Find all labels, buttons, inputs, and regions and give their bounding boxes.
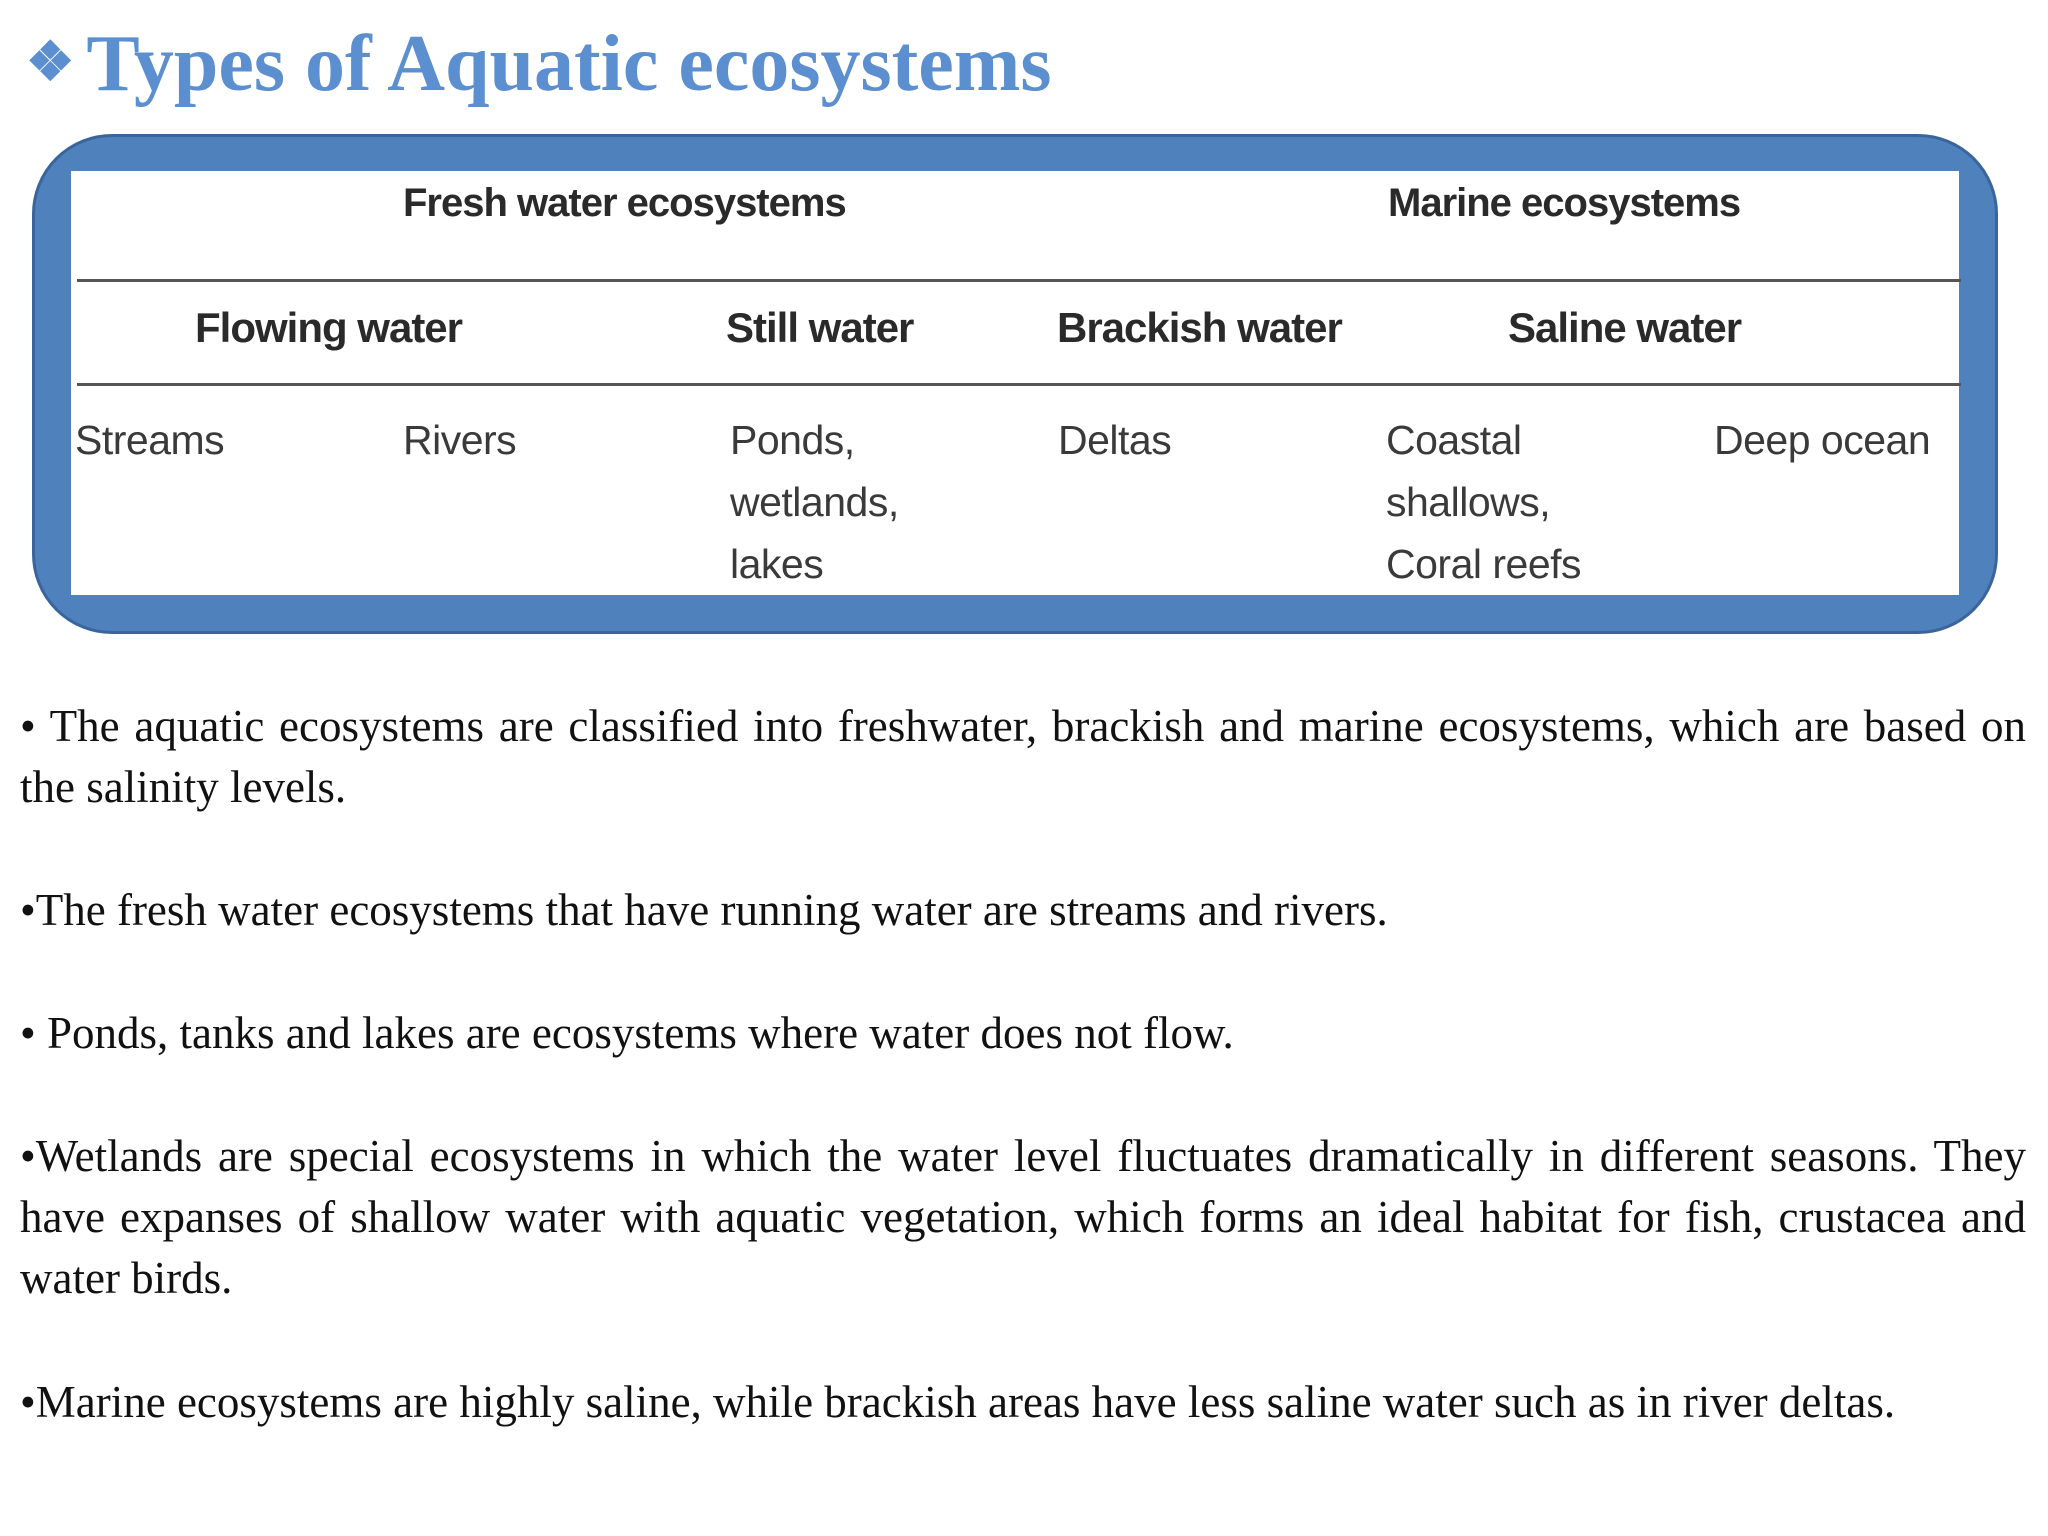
table-rule-top <box>77 279 1961 282</box>
header-saline-water: Saline water <box>1508 304 1742 351</box>
paragraph-wetlands: •Wetlands are special ecosystems in which the water level fluctuates dramatically in different seasons. They have expanses of shallow water with aquatic vegetation, which forms an ideal habitat for fish, crustacea and water birds. <box>20 1131 2026 1303</box>
header-marine-ecosystems: Marine ecosystems <box>1388 181 1741 225</box>
cell-deltas: Deltas <box>1058 417 1172 463</box>
paragraph-classification: • The aquatic ecosystems are classified into freshwater, brackish and marine ecosystems, which are based on the salinity levels. <box>20 701 2026 812</box>
page-title <box>26 14 1052 114</box>
cell-deep-ocean: Deep ocean <box>1714 417 1931 463</box>
header-fresh-water-ecosystems: Fresh water ecosystems <box>403 181 846 225</box>
paragraph-marine: •Marine ecosystems are highly saline, while brackish areas have less saline water such as in river deltas. <box>20 1377 1896 1427</box>
ecosystem-table-frame <box>32 134 1998 634</box>
paragraph-running-water: •The fresh water ecosystems that have running water are streams and rivers. <box>20 885 1388 935</box>
header-flowing-water: Flowing water <box>195 304 463 351</box>
cell-rivers: Rivers <box>403 417 517 463</box>
page-title-text: Types of Aquatic ecosystems <box>86 19 1052 108</box>
diamond-bullet-icon: ❖ <box>26 31 75 92</box>
ecosystem-table <box>71 171 1959 595</box>
cell-coastal-shallows-coral-reefs: Coastal shallows, Coral reefs <box>1386 417 1582 587</box>
cell-ponds-wetlands-lakes: Ponds, wetlands, lakes <box>730 417 899 587</box>
cell-streams: Streams <box>75 417 225 463</box>
table-rule-middle <box>77 383 1961 386</box>
header-still-water: Still water <box>726 304 914 351</box>
header-brackish-water: Brackish water <box>1057 304 1342 351</box>
paragraph-still-water: • Ponds, tanks and lakes are ecosystems where water does not flow. <box>20 1008 1234 1058</box>
